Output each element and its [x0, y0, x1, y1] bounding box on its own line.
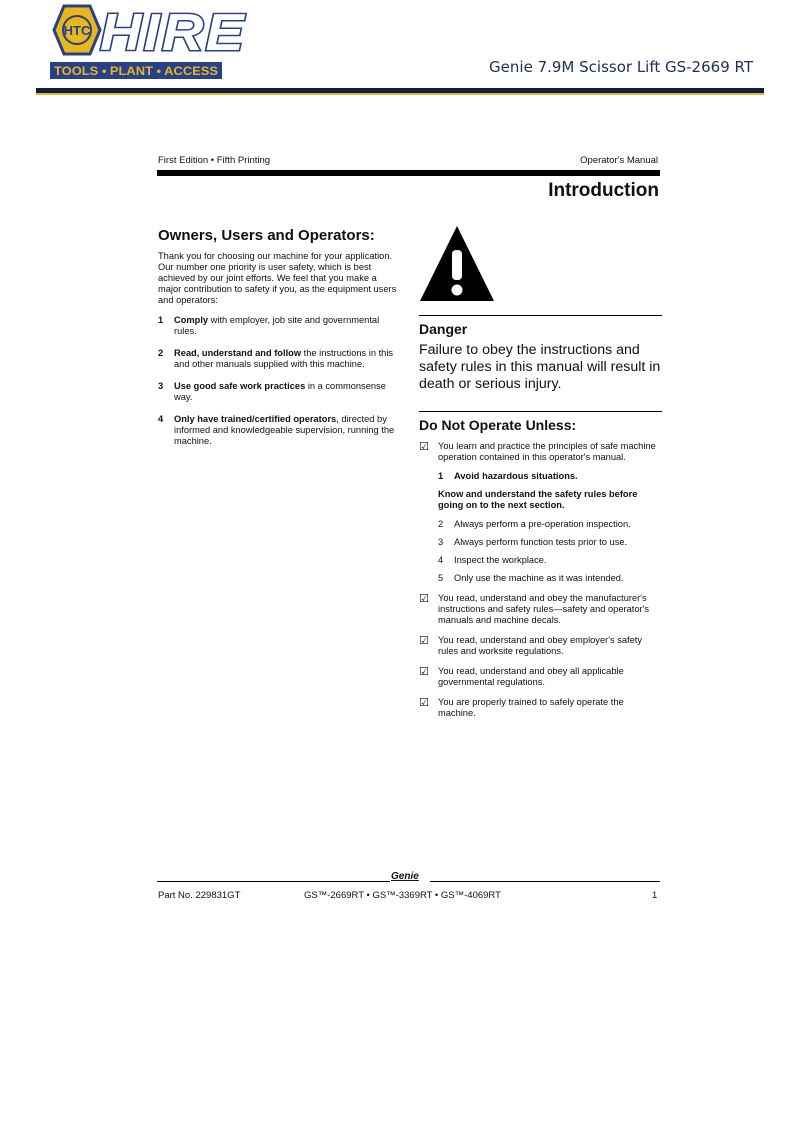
checkbox-icon: ☑ — [419, 592, 429, 605]
logo-badge-text: HTC — [63, 23, 91, 38]
danger-title: Danger — [419, 321, 468, 337]
manual-type-text: Operator's Manual — [580, 155, 658, 166]
list-item: ☑ You learn and practice the principles of safe machine operation contained in this operator's manual. 1 Avoid hazardous situations. Know and understand the safety rules before going on to the next section. 2 Always perform a pre-operation inspection. 3 Always perform function tests prior to use. 4 Inspect the workplace. 5 Only use the machine as it was intended. — [419, 441, 662, 584]
part-number: Part No. 229831GT — [158, 890, 241, 901]
footer-rule-left — [157, 881, 390, 882]
owners-list — [158, 315, 398, 447]
manual-page-header — [158, 155, 658, 166]
list-item: 3 Always perform function tests prior to use. — [438, 537, 628, 547]
genie-brand-mark: Genie — [391, 871, 419, 882]
list-item: ☑ You read, understand and obey the manufacturer's instructions and safety rules—safety and operator's manuals and machine decals. — [419, 592, 650, 625]
list-item: 5 Only use the machine as it was intended. — [438, 573, 624, 583]
list-item: 1 Avoid hazardous situations. — [438, 471, 578, 481]
sub-list — [438, 471, 662, 584]
know-rules-text: Know and understand the safety rules before going on to the next section. — [438, 489, 638, 510]
logo-tagline: TOOLS • PLANT • ACCESS — [54, 64, 218, 78]
document-title: Genie 7.9M Scissor Lift GS-2669 RT — [489, 58, 753, 76]
logo-word: HIRE — [100, 4, 247, 62]
model-list: GS™-2669RT • GS™-3369RT • GS™-4069RT — [304, 890, 501, 901]
do-not-operate-list — [419, 441, 662, 719]
checkbox-icon: ☑ — [419, 440, 429, 453]
section-title: Introduction — [548, 180, 659, 201]
list-item: 3 Use good safe work practices in a commonsense way. — [158, 381, 386, 402]
list-item: ☑ You are properly trained to safely operate the machine. — [419, 696, 624, 718]
footer-rule-right — [430, 881, 660, 882]
checkbox-icon: ☑ — [419, 634, 429, 647]
owners-heading: Owners, Users and Operators: — [158, 227, 375, 244]
owners-section — [158, 227, 398, 458]
edition-text: First Edition • Fifth Printing — [158, 155, 271, 166]
danger-text: Failure to obey the instructions and safety rules in this manual will result in death or serious injury. — [419, 342, 661, 392]
page-header-rule — [157, 170, 660, 176]
dnu-rule — [419, 411, 662, 412]
danger-rule — [419, 315, 662, 316]
list-item: 4 Inspect the workplace. — [438, 555, 547, 565]
hire-logo — [34, 4, 250, 80]
safety-section — [419, 315, 662, 728]
list-item: ☑ You read, understand and obey employer's safety rules and worksite regulations. — [419, 634, 643, 656]
owners-intro: Thank you for choosing our machine for your application. Our number one priority is user safety, which is best achieved by our joint efforts. We feel that you make a major contribution to safety if you, as the equipment users and operators: — [158, 251, 397, 305]
list-item: 1 Comply with employer, job site and governmental rules. — [158, 315, 380, 336]
header-divider — [36, 88, 764, 95]
page-number: 1 — [652, 890, 658, 901]
list-item: 4 Only have trained/certified operators, directed by informed and knowledgeable supervision, running the machine. — [158, 414, 395, 446]
checkbox-icon: ☑ — [419, 696, 429, 709]
list-item: 2 Always perform a pre-operation inspection. — [438, 519, 631, 529]
list-item: 2 Read, understand and follow the instructions in this and other manuals supplied with this machine. — [158, 348, 394, 369]
list-item: ☑ You read, understand and obey all applicable governmental regulations. — [419, 665, 624, 687]
checkbox-icon: ☑ — [419, 665, 429, 678]
do-not-operate-title: Do Not Operate Unless: — [419, 417, 577, 433]
warning-icon — [419, 224, 495, 302]
